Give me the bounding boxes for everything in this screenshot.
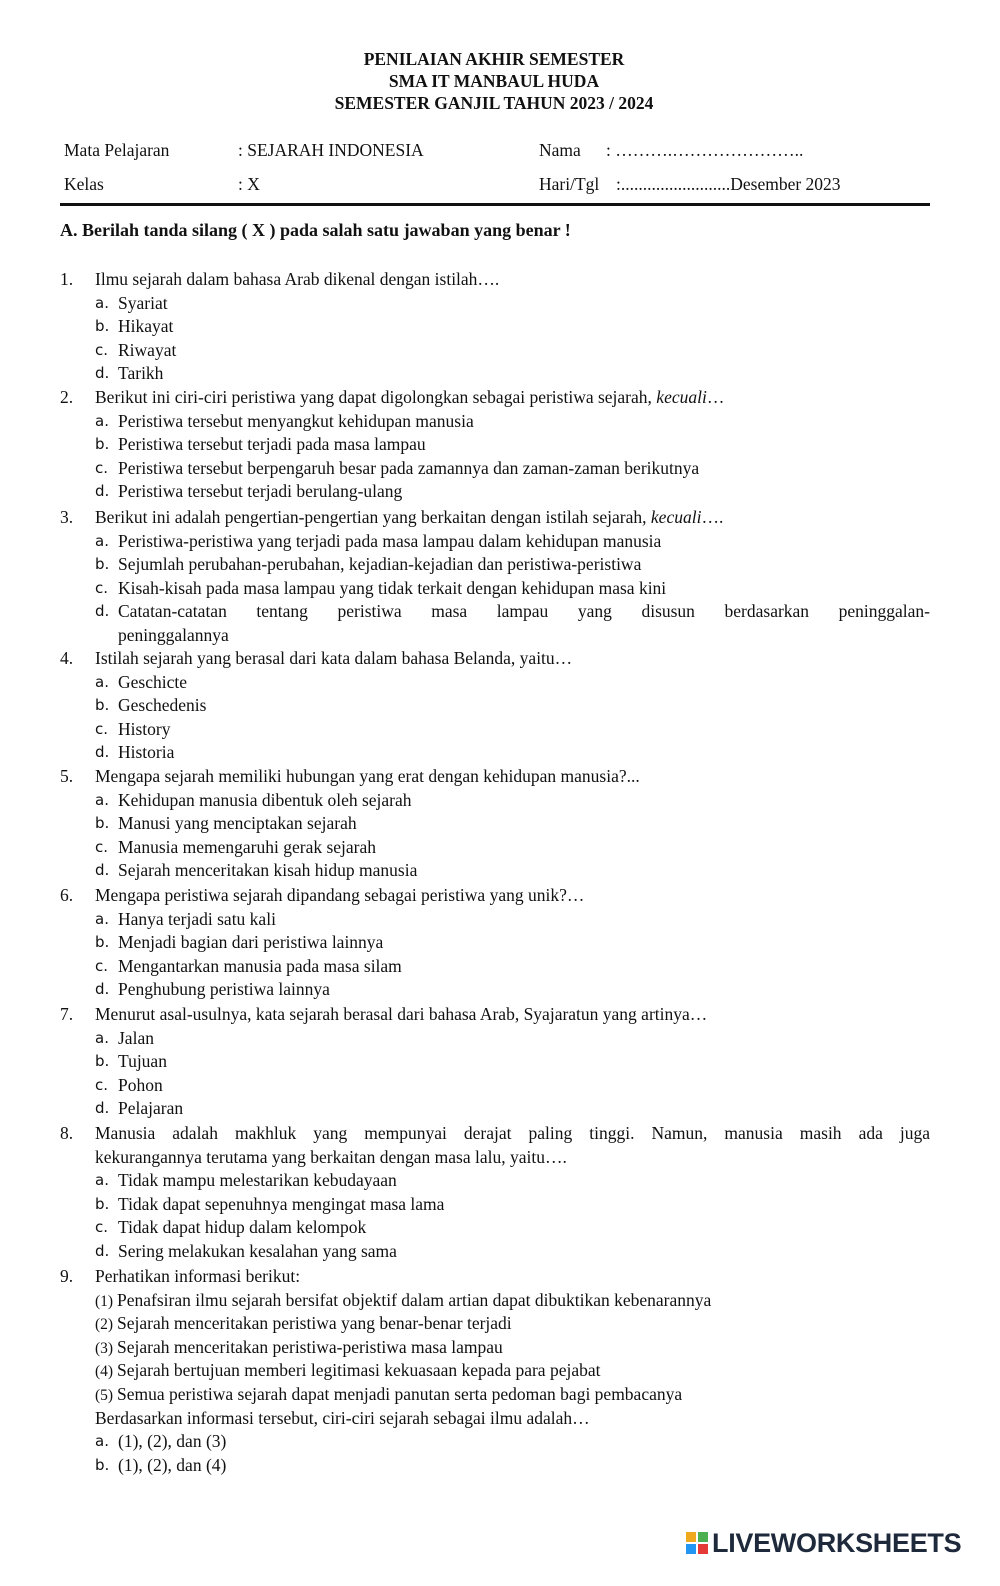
option-b[interactable] <box>60 1454 930 1478</box>
option-b[interactable] <box>60 1193 930 1217</box>
option-letter: d. <box>95 602 110 621</box>
option-d[interactable] <box>60 480 930 504</box>
option-text: Penghubung peristiwa lainnya <box>118 979 330 1000</box>
question-prompt: Berdasarkan informasi tersebut, ciri-ciri sejarah sebagai ilmu adalah… <box>95 1407 590 1428</box>
option-text: Historia <box>118 742 175 763</box>
option-a[interactable] <box>60 410 930 434</box>
option-letter: a. <box>95 1171 109 1190</box>
option-letter: c. <box>95 458 109 477</box>
option-letter: d. <box>95 482 110 501</box>
option-text: Peristiwa tersebut terjadi berulang-ulang <box>118 481 403 502</box>
option-d[interactable] <box>60 741 930 765</box>
option-letter: a. <box>95 293 109 312</box>
option-c[interactable] <box>60 339 930 363</box>
question-number: 4. <box>60 648 74 668</box>
question-8 <box>60 1122 930 1264</box>
logo-text: LIVEWORKSHEETS <box>712 1527 962 1558</box>
question-text: Perhatikan informasi berikut: <box>95 1266 301 1286</box>
statement-number: (1) <box>95 1292 114 1310</box>
option-letter: b. <box>95 317 110 336</box>
statement-text: Semua peristiwa sejarah dapat menjadi panutan serta pedoman bagi pembacanya <box>117 1383 683 1404</box>
option-letter: c. <box>95 578 109 597</box>
option-c[interactable] <box>60 1074 930 1098</box>
option-text: Peristiwa tersebut terjadi pada masa lampau <box>118 434 426 455</box>
statement-number: (4) <box>95 1363 114 1381</box>
question-text: Manusia adalah makhluk yang mempunyai derajat paling tinggi. Namun, manusia masih ada juga <box>95 1123 930 1143</box>
option-letter: a. <box>95 531 109 550</box>
option-b[interactable] <box>60 553 930 577</box>
question-text-continued: kekurangannya terutama yang berkaitan dengan masa lalu, yaitu…. <box>95 1146 567 1167</box>
option-text: Kehidupan manusia dibentuk oleh sejarah <box>118 789 412 810</box>
option-text: (1), (2), dan (3) <box>118 1431 227 1452</box>
option-c[interactable] <box>60 718 930 742</box>
exam-title: PENILAIAN AKHIR SEMESTER <box>363 49 625 69</box>
question-text: Berikut ini adalah pengertian-pengertian yang berkaitan dengan istilah sejarah, kecuali…. <box>95 507 724 527</box>
option-b[interactable] <box>60 1050 930 1074</box>
option-letter: b. <box>95 555 110 574</box>
option-text: Menjadi bagian dari peristiwa lainnya <box>118 932 384 953</box>
option-c[interactable] <box>60 955 930 979</box>
question-text: Berikut ini ciri-ciri peristiwa yang dapat digolongkan sebagai peristiwa sejarah, kecuali… <box>95 387 725 407</box>
question-1 <box>60 268 930 386</box>
option-a[interactable] <box>60 908 930 932</box>
option-letter: b. <box>95 933 110 952</box>
class-label: Kelas <box>64 174 104 194</box>
option-text: Sejumlah perubahan-perubahan, kejadian-kejadian dan peristiwa-peristiwa <box>118 554 642 575</box>
date-field[interactable]: :.........................Desember 2023 <box>616 174 841 194</box>
subject-value: : SEJARAH INDONESIA <box>238 140 424 160</box>
question-number: 1. <box>60 269 74 289</box>
question-text: Menurut asal-usulnya, kata sejarah berasal dari bahasa Arab, Syajaratun yang artinya… <box>95 1004 708 1024</box>
question-3 <box>60 506 930 648</box>
statement-text: Sejarah menceritakan peristiwa yang benar-benar terjadi <box>117 1313 512 1334</box>
option-text: Geschedenis <box>118 695 207 716</box>
statement-5 <box>60 1383 930 1407</box>
option-b[interactable] <box>60 433 930 457</box>
option-text: Pelajaran <box>118 1098 184 1119</box>
option-letter: b. <box>95 1455 110 1474</box>
question-text: Istilah sejarah yang berasal dari kata dalam bahasa Belanda, yaitu… <box>95 648 573 668</box>
option-a[interactable] <box>60 1169 930 1193</box>
option-a[interactable] <box>60 789 930 813</box>
option-letter: a. <box>95 411 109 430</box>
question-number: 6. <box>60 885 74 905</box>
option-a[interactable] <box>60 1430 930 1454</box>
liveworksheets-logo <box>686 1528 961 1558</box>
option-letter: a. <box>95 1028 109 1047</box>
logo-grid-icon <box>686 1532 708 1554</box>
option-text: Peristiwa tersebut berpengaruh besar pada zamannya dan zaman-zaman berikutnya <box>118 457 700 478</box>
statement-4 <box>60 1359 930 1383</box>
statement-number: (2) <box>95 1316 114 1334</box>
option-text: Riwayat <box>118 339 177 360</box>
option-letter: c. <box>95 1218 109 1237</box>
school-name: SMA IT MANBAUL HUDA <box>388 71 600 91</box>
question-text: Mengapa sejarah memiliki hubungan yang erat dengan kehidupan manusia?... <box>95 766 640 786</box>
option-c[interactable] <box>60 1216 930 1240</box>
semester-year: SEMESTER GANJIL TAHUN 2023 / 2024 <box>334 93 654 113</box>
logo-square <box>698 1544 708 1554</box>
name-field[interactable]: : ……….………………….. <box>606 140 804 160</box>
name-label: Nama <box>539 140 581 160</box>
question-number: 2. <box>60 387 74 407</box>
option-letter: d. <box>95 743 110 762</box>
option-letter: b. <box>95 696 110 715</box>
option-text-continued: peninggalannya <box>118 624 229 645</box>
option-letter: d. <box>95 1241 110 1260</box>
option-text: Manusia memengaruhi gerak sejarah <box>118 836 377 857</box>
option-text: (1), (2), dan (4) <box>118 1454 227 1475</box>
option-letter: c. <box>95 837 109 856</box>
option-a[interactable] <box>60 1027 930 1051</box>
option-a[interactable] <box>60 530 930 554</box>
option-text: Geschicte <box>118 671 187 692</box>
class-value: : X <box>238 174 260 194</box>
option-text: Mengantarkan manusia pada masa silam <box>118 955 402 976</box>
option-letter: b. <box>95 814 110 833</box>
statement-number: (3) <box>95 1339 114 1357</box>
option-letter: b. <box>95 1194 110 1213</box>
statement-text: Sejarah bertujuan memberi legitimasi kekuasaan kepada para pejabat <box>117 1360 601 1381</box>
option-text: Hanya terjadi satu kali <box>118 908 276 929</box>
section-instruction: A. Berilah tanda silang ( X ) pada salah satu jawaban yang benar ! <box>60 220 571 240</box>
option-letter: b. <box>95 435 110 454</box>
option-text: Tidak dapat sepenuhnya mengingat masa lama <box>118 1193 445 1214</box>
option-letter: c. <box>95 340 109 359</box>
option-letter: d. <box>95 364 110 383</box>
logo-square <box>698 1532 708 1542</box>
option-letter: c. <box>95 956 109 975</box>
option-text: Manusi yang menciptakan sejarah <box>118 813 357 834</box>
option-text: Kisah-kisah pada masa lampau yang tidak terkait dengan kehidupan masa kini <box>118 577 667 598</box>
statement-number: (5) <box>95 1386 114 1404</box>
statement-3 <box>60 1336 930 1360</box>
option-text: Sejarah menceritakan kisah hidup manusia <box>118 860 418 881</box>
question-2 <box>60 386 930 504</box>
question-9 <box>60 1265 930 1477</box>
option-text: Tidak dapat hidup dalam kelompok <box>118 1217 367 1238</box>
option-text: Tarikh <box>118 363 164 384</box>
question-number: 9. <box>60 1266 74 1286</box>
option-b[interactable] <box>60 812 930 836</box>
option-c[interactable] <box>60 836 930 860</box>
question-number: 5. <box>60 766 74 786</box>
option-b[interactable] <box>60 931 930 955</box>
option-d[interactable] <box>60 859 930 883</box>
question-number: 3. <box>60 507 74 527</box>
question-5 <box>60 765 930 883</box>
option-c[interactable] <box>60 457 930 481</box>
option-text: Syariat <box>118 292 168 313</box>
option-c[interactable] <box>60 577 930 601</box>
option-b[interactable] <box>60 315 930 339</box>
option-d[interactable] <box>60 1097 930 1121</box>
option-a[interactable] <box>60 292 930 316</box>
option-a[interactable] <box>60 671 930 695</box>
question-number: 7. <box>60 1004 74 1024</box>
question-text: Ilmu sejarah dalam bahasa Arab dikenal dengan istilah…. <box>95 269 500 289</box>
option-text: Tujuan <box>118 1051 167 1072</box>
statement-2 <box>60 1312 930 1336</box>
option-letter: a. <box>95 790 109 809</box>
option-letter: b. <box>95 1052 110 1071</box>
question-number: 8. <box>60 1123 74 1143</box>
option-letter: d. <box>95 980 110 999</box>
option-d[interactable] <box>60 362 930 386</box>
question-4 <box>60 647 930 765</box>
option-letter: a. <box>95 1432 109 1451</box>
option-letter: c. <box>95 719 109 738</box>
document-header <box>0 48 988 114</box>
option-b[interactable] <box>60 694 930 718</box>
question-text: Mengapa peristiwa sejarah dipandang sebagai peristiwa yang unik?… <box>95 885 585 905</box>
option-d[interactable] <box>60 978 930 1002</box>
statement-text: Penafsiran ilmu sejarah bersifat objektif dalam artian dapat dibuktikan kebenarannya <box>117 1289 712 1310</box>
question-7 <box>60 1003 930 1121</box>
option-text: Hikayat <box>118 316 174 337</box>
option-letter: d. <box>95 1099 110 1118</box>
option-d[interactable] <box>60 1240 930 1264</box>
option-text: Peristiwa tersebut menyangkut kehidupan manusia <box>118 410 474 431</box>
option-d[interactable] <box>60 600 930 647</box>
option-text: Tidak mampu melestarikan kebudayaan <box>118 1170 397 1191</box>
option-text: Catatan-catatan tentang peristiwa masa lampau yang disusun berdasarkan peninggalan- <box>118 601 930 622</box>
question-6 <box>60 884 930 1002</box>
statement-text: Sejarah menceritakan peristiwa-peristiwa masa lampau <box>117 1336 503 1357</box>
option-letter: c. <box>95 1075 109 1094</box>
option-text: Pohon <box>118 1074 163 1095</box>
option-letter: a. <box>95 909 109 928</box>
date-label: Hari/Tgl <box>539 174 600 194</box>
statement-1 <box>60 1289 930 1313</box>
logo-square <box>686 1544 696 1554</box>
option-text: Sering melakukan kesalahan yang sama <box>118 1240 397 1261</box>
subject-label: Mata Pelajaran <box>64 140 170 160</box>
logo-square <box>686 1532 696 1542</box>
header-divider <box>60 203 930 206</box>
option-text: Peristiwa-peristiwa yang terjadi pada masa lampau dalam kehidupan manusia <box>118 530 662 551</box>
option-letter: a. <box>95 672 109 691</box>
option-letter: d. <box>95 861 110 880</box>
option-text: Jalan <box>118 1027 154 1048</box>
option-text: History <box>118 718 171 739</box>
